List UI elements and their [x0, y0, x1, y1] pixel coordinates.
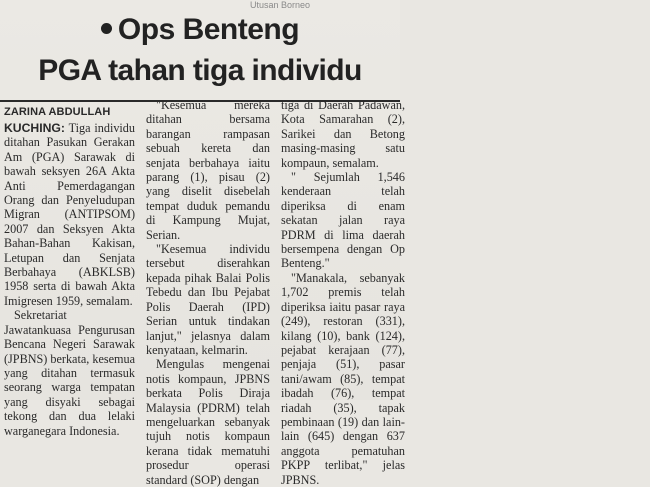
paragraph: "Kesemua individu tersebut diserahkan kepada pihak Balai Polis Tebedu dan Ibu Pejabat Polis Daerah (IPD) Serian untuk tindakan lanjut," jelasnya dalam kenyataan, kelmarin.: [146, 242, 270, 357]
headline-line-2: PGA tahan tiga individu: [38, 54, 362, 87]
paragraph: [4, 121, 135, 308]
article-column-3: [281, 98, 405, 487]
headline-text-1: Ops Benteng: [117, 13, 300, 46]
paragraph: Sekretariat Jawatankuasa Pengurusan Bencana Negeri Sarawak (JPBNS) berkata, kesemua yang ditahan termasuk seorang warga tempatan yang disyaki sebagai tekong dan dua lelaki warganegara Indonesia.: [4, 308, 135, 438]
paragraph: "Kesemua mereka ditahan bersama barangan rampasan sebuah kereta dan senjata berbahaya iaitu parang (1), pisau (2) yang diselit disebelah tempat duduk pemandu di Kampung Mujat, Serian.: [146, 98, 270, 242]
paragraph: "Manakala, sebanyak 1,702 premis telah diperiksa iaitu pasar raya (249), restoran (331), kilang (10), bank (124), pejabat kerajaan (77), penjaja (51), pasar tani/awam (85), tempat ibadah (76), tempat riadah (35), tapak pembinaan (19) dan lain-lain (645) dengan 637 anggota pematuhan PKPP terlibat," jelas JPBNS.: [281, 270, 405, 487]
bullet-icon: [101, 23, 112, 34]
article-column-1: [4, 121, 135, 438]
paragraph: Mengulas mengenai notis kompaun, JPBNS berkata Polis Diraja Malaysia (PDRM) telah mengeluarkan sebanyak tujuh notis kompaun kerana tidak mematuhi prosedur operasi standard (SOP) dengan: [146, 357, 270, 487]
paragraph-text: Tiga individu ditahan Pasukan Gerakan Am (PGA) Sarawak di bawah seksyen 26A Akta Anti Pemerdagangan Orang dan Penyeludupan Migran (ANTIPSOM) 2007 dan Seksyen Akta Bahan-Bahan Kakisan, Letupan dan Senjata Berbahaya (ABKLSB) 1958 serta di bawah Akta Imigresen 1959, semalam.: [4, 121, 135, 308]
paragraph: tiga di Daerah Padawan, Kota Samarahan (2), Sarikei dan Betong masing-masing satu kompaun, semalam.: [281, 98, 405, 170]
paragraph: " Sejumlah 1,546 kenderaan telah diperiksa di enam sekatan jalan raya PDRM di lima daerah bersempena dengan Op Benteng.": [281, 170, 405, 271]
masthead-strip: Utusan Borneo: [250, 0, 311, 10]
headline-line-1: [0, 15, 400, 45]
dateline: KUCHING:: [4, 121, 65, 135]
byline: ZARINA ABDULLAH: [4, 106, 111, 118]
article-column-2: [146, 98, 270, 487]
